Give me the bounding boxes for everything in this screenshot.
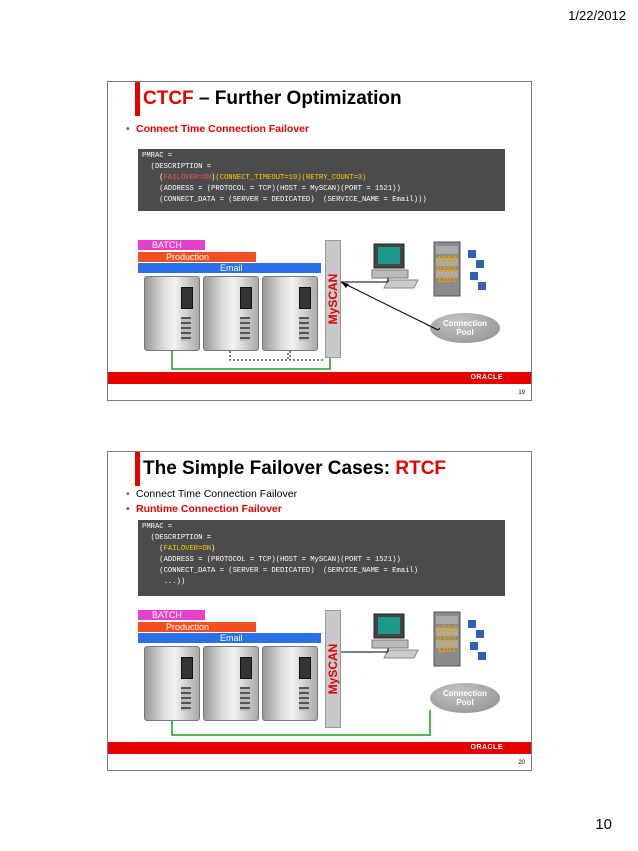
bullet-item: • Runtime Connection Failover: [126, 503, 282, 515]
connect-string-code: PMRAC = (DESCRIPTION = (FAILOVER=ON)(CONNECT_TIMEOUT=10)(RETRY_COUNT=3) (ADDRESS = (PROTOCOL = TCP)(HOST = MySCAN)(PORT = 1521)) (CONNECT_DATA = (SERVER = DEDICATED) (SERVICE_NAME = Email))): [138, 149, 505, 211]
svg-text:1101: 1101: [437, 274, 457, 284]
slide-19: [107, 81, 532, 401]
svg-text:1101: 1101: [437, 644, 457, 654]
connection-lines: [108, 82, 531, 400]
title-text: The Simple Failover Cases:: [143, 458, 396, 479]
connect-string-code: PMRAC = (DESCRIPTION = (FAILOVER=ON) (ADDRESS = (PROTOCOL = TCP)(HOST = MySCAN)(PORT = 1521)) (CONNECT_DATA = (SERVER = DEDICATED) (SERVICE_NAME = Email) ...)): [138, 520, 505, 596]
connection-lines: [108, 452, 531, 770]
svg-text:0101: 0101: [437, 264, 458, 274]
oracle-logo: ORACLE: [470, 374, 503, 381]
title-highlight: CTCF: [143, 88, 194, 109]
bullet-item: • Connect Time Connection Failover: [126, 488, 298, 500]
slide-20: [107, 451, 532, 771]
slide-number: 20: [518, 760, 525, 766]
email-service-label: Email: [138, 633, 321, 643]
slide-number: 19: [518, 390, 525, 396]
title-highlight: RTCF: [395, 458, 447, 479]
production-service-label: Production: [138, 252, 256, 262]
email-service-label: Email: [138, 263, 321, 273]
oracle-logo: ORACLE: [470, 744, 503, 751]
scan-listener-bar: MySCAN: [325, 610, 341, 728]
scan-listener-bar: MySCAN: [325, 240, 341, 358]
batch-service-label: BATCH: [138, 240, 205, 250]
title-text: – Further Optimization: [193, 88, 402, 109]
handout-date: 1/22/2012: [568, 8, 626, 23]
svg-text:1010: 1010: [437, 254, 458, 264]
production-service-label: Production: [138, 622, 256, 632]
page-number: 10: [595, 816, 612, 833]
bullet-item: • Connect Time Connection Failover: [126, 123, 310, 135]
footer-bar: [108, 742, 531, 754]
svg-text:1010: 1010: [437, 624, 458, 634]
footer-bar: [108, 372, 531, 384]
batch-service-label: BATCH: [138, 610, 205, 620]
connection-pool: Connection Pool: [430, 313, 500, 343]
connection-pool: Connection Pool: [430, 683, 500, 713]
svg-text:0101: 0101: [437, 634, 458, 644]
